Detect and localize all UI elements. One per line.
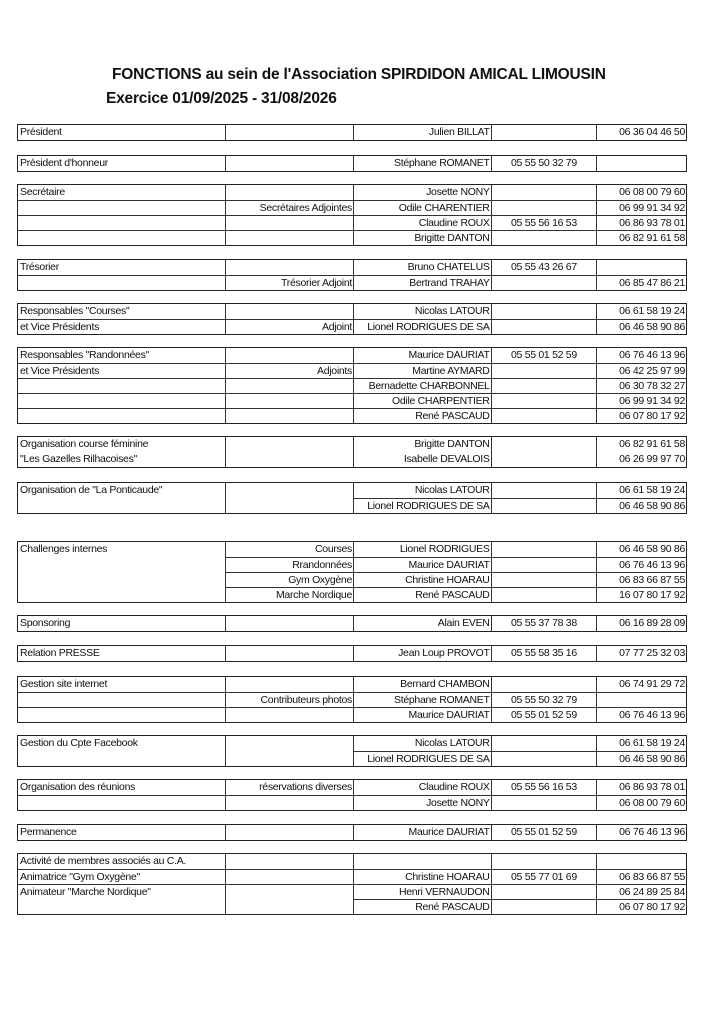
name-cell: Bruno CHATELUS <box>353 260 491 275</box>
landline-cell <box>491 437 597 452</box>
table-row <box>18 260 686 275</box>
role-cell <box>225 646 353 661</box>
function-cell <box>18 899 225 914</box>
landline-cell <box>491 452 597 467</box>
table-row <box>18 408 686 423</box>
mobile-cell: 06 82 91 61 58 <box>596 437 686 452</box>
function-cell <box>18 572 225 587</box>
mobile-cell <box>596 260 686 275</box>
role-cell <box>225 869 353 884</box>
table-row <box>18 616 686 631</box>
table-row <box>18 393 686 408</box>
document-title: FONCTIONS au sein de l'Association SPIRDIDON AMICAL LIMOUSIN <box>112 66 606 83</box>
block-site-internet <box>17 676 687 723</box>
block-secretaire <box>17 184 687 246</box>
name-cell: Stéphane ROMANET <box>353 156 491 171</box>
function-cell <box>18 795 225 810</box>
function-cell: Animateur "Marche Nordique" <box>18 884 225 899</box>
table-row <box>18 884 686 899</box>
landline-cell: 05 55 43 26 67 <box>491 260 597 275</box>
name-cell: Nicolas LATOUR <box>353 304 491 319</box>
function-cell: Organisation de "La Ponticaude" <box>20 484 163 496</box>
table-row <box>18 437 686 452</box>
function-cell: Président d'honneur <box>20 157 108 169</box>
function-cell <box>18 408 225 423</box>
role-cell <box>225 616 353 631</box>
name-cell: René PASCAUD <box>353 899 491 914</box>
mobile-cell: 06 46 58 90 86 <box>596 542 686 557</box>
role-cell <box>225 884 353 899</box>
table-row <box>18 200 686 215</box>
landline-cell <box>491 304 597 319</box>
landline-cell: 05 55 01 52 59 <box>491 707 597 722</box>
role-cell <box>225 736 353 751</box>
landline-cell <box>491 884 597 899</box>
mobile-cell: 06 86 93 78 01 <box>596 215 686 230</box>
table-row <box>18 363 686 378</box>
function-cell: Responsables "Courses" <box>20 305 130 317</box>
table-row <box>18 869 686 884</box>
name-cell: Lionel RODRIGUES <box>353 542 491 557</box>
role-cell: Adjoint <box>225 319 353 334</box>
name-cell: Martine AYMARD <box>353 363 491 378</box>
block-randonnees <box>17 347 687 424</box>
role-cell <box>225 378 353 393</box>
role-cell: Contributeurs photos <box>225 692 353 707</box>
block-tresorier <box>17 259 687 291</box>
function-cell <box>18 692 225 707</box>
role-cell <box>225 707 353 722</box>
name-cell: René PASCAUD <box>353 587 491 602</box>
name-cell: Lionel RODRIGUES DE SA <box>353 751 491 766</box>
function-cell <box>18 230 225 245</box>
role-cell: Trésorier Adjoint <box>225 275 353 290</box>
name-cell: Nicolas LATOUR <box>353 736 491 751</box>
name-cell: Maurice DAURIAT <box>353 707 491 722</box>
table-row <box>18 854 686 869</box>
role-cell <box>225 185 353 200</box>
table-row <box>18 542 686 557</box>
table-row <box>18 707 686 722</box>
block-ponticaude <box>17 482 687 514</box>
role-cell <box>225 483 353 498</box>
function-cell: "Les Gazelles Rilhacoises" <box>20 453 137 465</box>
landline-cell <box>491 393 597 408</box>
mobile-cell: 06 16 89 28 09 <box>596 616 686 631</box>
table-row <box>18 736 686 751</box>
role-cell <box>225 437 353 452</box>
role-cell: Adjoints <box>225 363 353 378</box>
mobile-cell: 06 46 58 90 86 <box>596 498 686 513</box>
table-row <box>18 498 686 513</box>
mobile-cell: 06 08 00 79 60 <box>596 795 686 810</box>
function-cell: Secrétaire <box>20 186 65 198</box>
function-cell: Challenges internes <box>20 543 108 555</box>
role-cell <box>225 677 353 692</box>
role-cell <box>225 125 353 140</box>
mobile-cell: 06 99 91 34 92 <box>596 200 686 215</box>
table-row <box>18 899 686 914</box>
function-cell: Permanence <box>20 826 77 838</box>
function-cell <box>18 751 225 766</box>
role-cell: réservations diverses <box>225 780 353 795</box>
name-cell: Christine HOARAU <box>353 869 491 884</box>
name-cell: Jean Loup PROVOT <box>353 646 491 661</box>
name-cell: Odile CHARENTIER <box>353 200 491 215</box>
role-cell <box>225 260 353 275</box>
landline-cell: 05 55 56 16 53 <box>491 780 597 795</box>
table-row <box>18 795 686 810</box>
function-cell <box>18 200 225 215</box>
landline-cell <box>491 408 597 423</box>
role-cell <box>225 408 353 423</box>
function-cell: et Vice Présidents <box>18 363 225 378</box>
landline-cell: 05 55 01 52 59 <box>491 825 597 840</box>
block-gazelles <box>17 436 687 468</box>
function-cell <box>18 557 225 572</box>
role-cell <box>225 498 353 513</box>
landline-cell <box>491 125 597 140</box>
landline-cell <box>491 319 597 334</box>
name-cell <box>353 854 491 869</box>
landline-cell <box>491 363 597 378</box>
mobile-cell: 06 30 78 32 27 <box>596 378 686 393</box>
block-president-honneur <box>17 155 687 172</box>
block-presse <box>17 645 687 662</box>
table-row <box>18 215 686 230</box>
landline-cell: 05 55 58 35 16 <box>491 646 597 661</box>
block-courses <box>17 303 687 335</box>
name-cell: Lionel RODRIGUES DE SA <box>353 319 491 334</box>
function-cell: Sponsoring <box>20 617 71 629</box>
function-cell <box>18 215 225 230</box>
mobile-cell: 06 42 25 97 99 <box>596 363 686 378</box>
name-cell: Brigitte DANTON <box>353 437 491 452</box>
landline-cell <box>491 751 597 766</box>
table-row <box>18 572 686 587</box>
role-cell <box>225 156 353 171</box>
landline-cell <box>491 498 597 513</box>
role-cell <box>225 825 353 840</box>
name-cell: Bertrand TRAHAY <box>353 275 491 290</box>
table-row <box>18 378 686 393</box>
landline-cell: 05 55 01 52 59 <box>491 348 597 363</box>
table-row <box>18 825 686 840</box>
name-cell: Maurice DAURIAT <box>353 348 491 363</box>
mobile-cell: 06 07 80 17 92 <box>596 899 686 914</box>
name-cell: Henri VERNAUDON <box>353 884 491 899</box>
block-challenges <box>17 541 687 603</box>
table-row <box>18 348 686 363</box>
name-cell: Josette NONY <box>353 795 491 810</box>
landline-cell <box>491 230 597 245</box>
role-cell <box>225 230 353 245</box>
table-row <box>18 185 686 200</box>
name-cell: Nicolas LATOUR <box>353 483 491 498</box>
mobile-cell: 06 26 99 97 70 <box>596 452 686 467</box>
table-row <box>18 275 686 290</box>
table-row <box>18 780 686 795</box>
table-row <box>18 125 686 140</box>
landline-cell <box>491 899 597 914</box>
mobile-cell: 06 76 46 13 96 <box>596 707 686 722</box>
mobile-cell: 16 07 80 17 92 <box>596 587 686 602</box>
block-facebook <box>17 735 687 767</box>
mobile-cell: 06 85 47 86 21 <box>596 275 686 290</box>
name-cell: Bernard CHAMBON <box>353 677 491 692</box>
mobile-cell: 06 46 58 90 86 <box>596 319 686 334</box>
mobile-cell: 06 61 58 19 24 <box>596 304 686 319</box>
table-row <box>18 692 686 707</box>
mobile-cell: 07 77 25 32 03 <box>596 646 686 661</box>
landline-cell <box>491 736 597 751</box>
role-cell <box>225 393 353 408</box>
role-cell: Rrandonnées <box>225 557 353 572</box>
function-cell <box>18 707 225 722</box>
name-cell: Maurice DAURIAT <box>353 825 491 840</box>
role-cell: Secrétaires Adjointes <box>225 200 353 215</box>
function-cell <box>18 587 225 602</box>
mobile-cell: 06 82 91 61 58 <box>596 230 686 245</box>
mobile-cell: 06 83 66 87 55 <box>596 869 686 884</box>
landline-cell: 05 55 77 01 69 <box>491 869 597 884</box>
name-cell: Stéphane ROMANET <box>353 692 491 707</box>
mobile-cell: 06 61 58 19 24 <box>596 483 686 498</box>
document-subtitle: Exercice 01/09/2025 - 31/08/2026 <box>106 90 337 107</box>
role-cell <box>225 899 353 914</box>
mobile-cell: 06 99 91 34 92 <box>596 393 686 408</box>
block-president <box>17 124 687 141</box>
role-cell: Courses <box>225 542 353 557</box>
landline-cell <box>491 200 597 215</box>
mobile-cell: 06 08 00 79 60 <box>596 185 686 200</box>
role-cell <box>225 348 353 363</box>
landline-cell <box>491 275 597 290</box>
role-cell <box>225 452 353 467</box>
role-cell: Marche Nordique <box>225 587 353 602</box>
function-cell: Président <box>20 126 62 138</box>
mobile-cell: 06 76 46 13 96 <box>596 557 686 572</box>
name-cell: Christine HOARAU <box>353 572 491 587</box>
mobile-cell: 06 36 04 46 50 <box>596 125 686 140</box>
table-row <box>18 319 686 334</box>
table-row <box>18 557 686 572</box>
table-row <box>18 156 686 171</box>
table-row <box>18 230 686 245</box>
block-sponsoring <box>17 615 687 632</box>
table-row <box>18 751 686 766</box>
function-cell: Organisation course féminine <box>20 438 149 450</box>
landline-cell: 05 55 50 32 79 <box>491 692 597 707</box>
name-cell: Maurice DAURIAT <box>353 557 491 572</box>
name-cell: Julien BILLAT <box>353 125 491 140</box>
name-cell: Lionel RODRIGUES DE SA <box>353 498 491 513</box>
mobile-cell <box>596 854 686 869</box>
mobile-cell: 06 61 58 19 24 <box>596 736 686 751</box>
function-cell: et Vice Présidents <box>18 319 225 334</box>
landline-cell <box>491 542 597 557</box>
function-cell: Organisation des réunions <box>20 781 136 793</box>
name-cell: René PASCAUD <box>353 408 491 423</box>
landline-cell: 05 55 37 78 38 <box>491 616 597 631</box>
landline-cell <box>491 378 597 393</box>
mobile-cell <box>596 156 686 171</box>
block-membres-associes <box>17 853 687 915</box>
function-cell <box>18 275 225 290</box>
name-cell: Odile CHARPENTIER <box>353 393 491 408</box>
role-cell <box>225 304 353 319</box>
name-cell: Josette NONY <box>353 185 491 200</box>
landline-cell <box>491 677 597 692</box>
landline-cell: 05 55 56 16 53 <box>491 215 597 230</box>
mobile-cell: 06 76 46 13 96 <box>596 825 686 840</box>
function-cell: Trésorier <box>20 261 59 273</box>
name-cell: Brigitte DANTON <box>353 230 491 245</box>
table-row <box>18 304 686 319</box>
landline-cell: 05 55 50 32 79 <box>491 156 597 171</box>
function-cell: Relation PRESSE <box>20 647 100 659</box>
table-row <box>18 452 686 467</box>
block-reunions <box>17 779 687 811</box>
mobile-cell: 06 83 66 87 55 <box>596 572 686 587</box>
mobile-cell: 06 76 46 13 96 <box>596 348 686 363</box>
landline-cell <box>491 854 597 869</box>
name-cell: Bernadette CHARBONNEL <box>353 378 491 393</box>
mobile-cell: 06 46 58 90 86 <box>596 751 686 766</box>
mobile-cell: 06 24 89 25 84 <box>596 884 686 899</box>
landline-cell <box>491 483 597 498</box>
landline-cell <box>491 795 597 810</box>
function-cell <box>18 393 225 408</box>
role-cell: Gym Oxygène <box>225 572 353 587</box>
table-row <box>18 483 686 498</box>
role-cell <box>225 215 353 230</box>
function-cell: Gestion site internet <box>20 678 108 690</box>
name-cell: Isabelle DEVALOIS <box>353 452 491 467</box>
role-cell <box>225 751 353 766</box>
landline-cell <box>491 185 597 200</box>
function-cell: Gestion du Cpte Facebook <box>20 737 138 749</box>
mobile-cell <box>596 692 686 707</box>
table-row <box>18 677 686 692</box>
function-cell: Responsables "Randonnées" <box>20 349 149 361</box>
function-cell: Activité de membres associés au C.A. <box>20 855 187 867</box>
function-cell <box>18 498 225 513</box>
landline-cell <box>491 572 597 587</box>
table-row <box>18 587 686 602</box>
mobile-cell: 06 07 80 17 92 <box>596 408 686 423</box>
name-cell: Claudine ROUX <box>353 780 491 795</box>
table-row <box>18 646 686 661</box>
role-cell <box>225 854 353 869</box>
landline-cell <box>491 587 597 602</box>
mobile-cell: 06 74 91 29 72 <box>596 677 686 692</box>
function-cell: Animatrice "Gym Oxygène" <box>18 869 225 884</box>
role-cell <box>225 795 353 810</box>
name-cell: Alain EVEN <box>353 616 491 631</box>
name-cell: Claudine ROUX <box>353 215 491 230</box>
mobile-cell: 06 86 93 78 01 <box>596 780 686 795</box>
block-permanence <box>17 824 687 841</box>
landline-cell <box>491 557 597 572</box>
function-cell <box>18 378 225 393</box>
